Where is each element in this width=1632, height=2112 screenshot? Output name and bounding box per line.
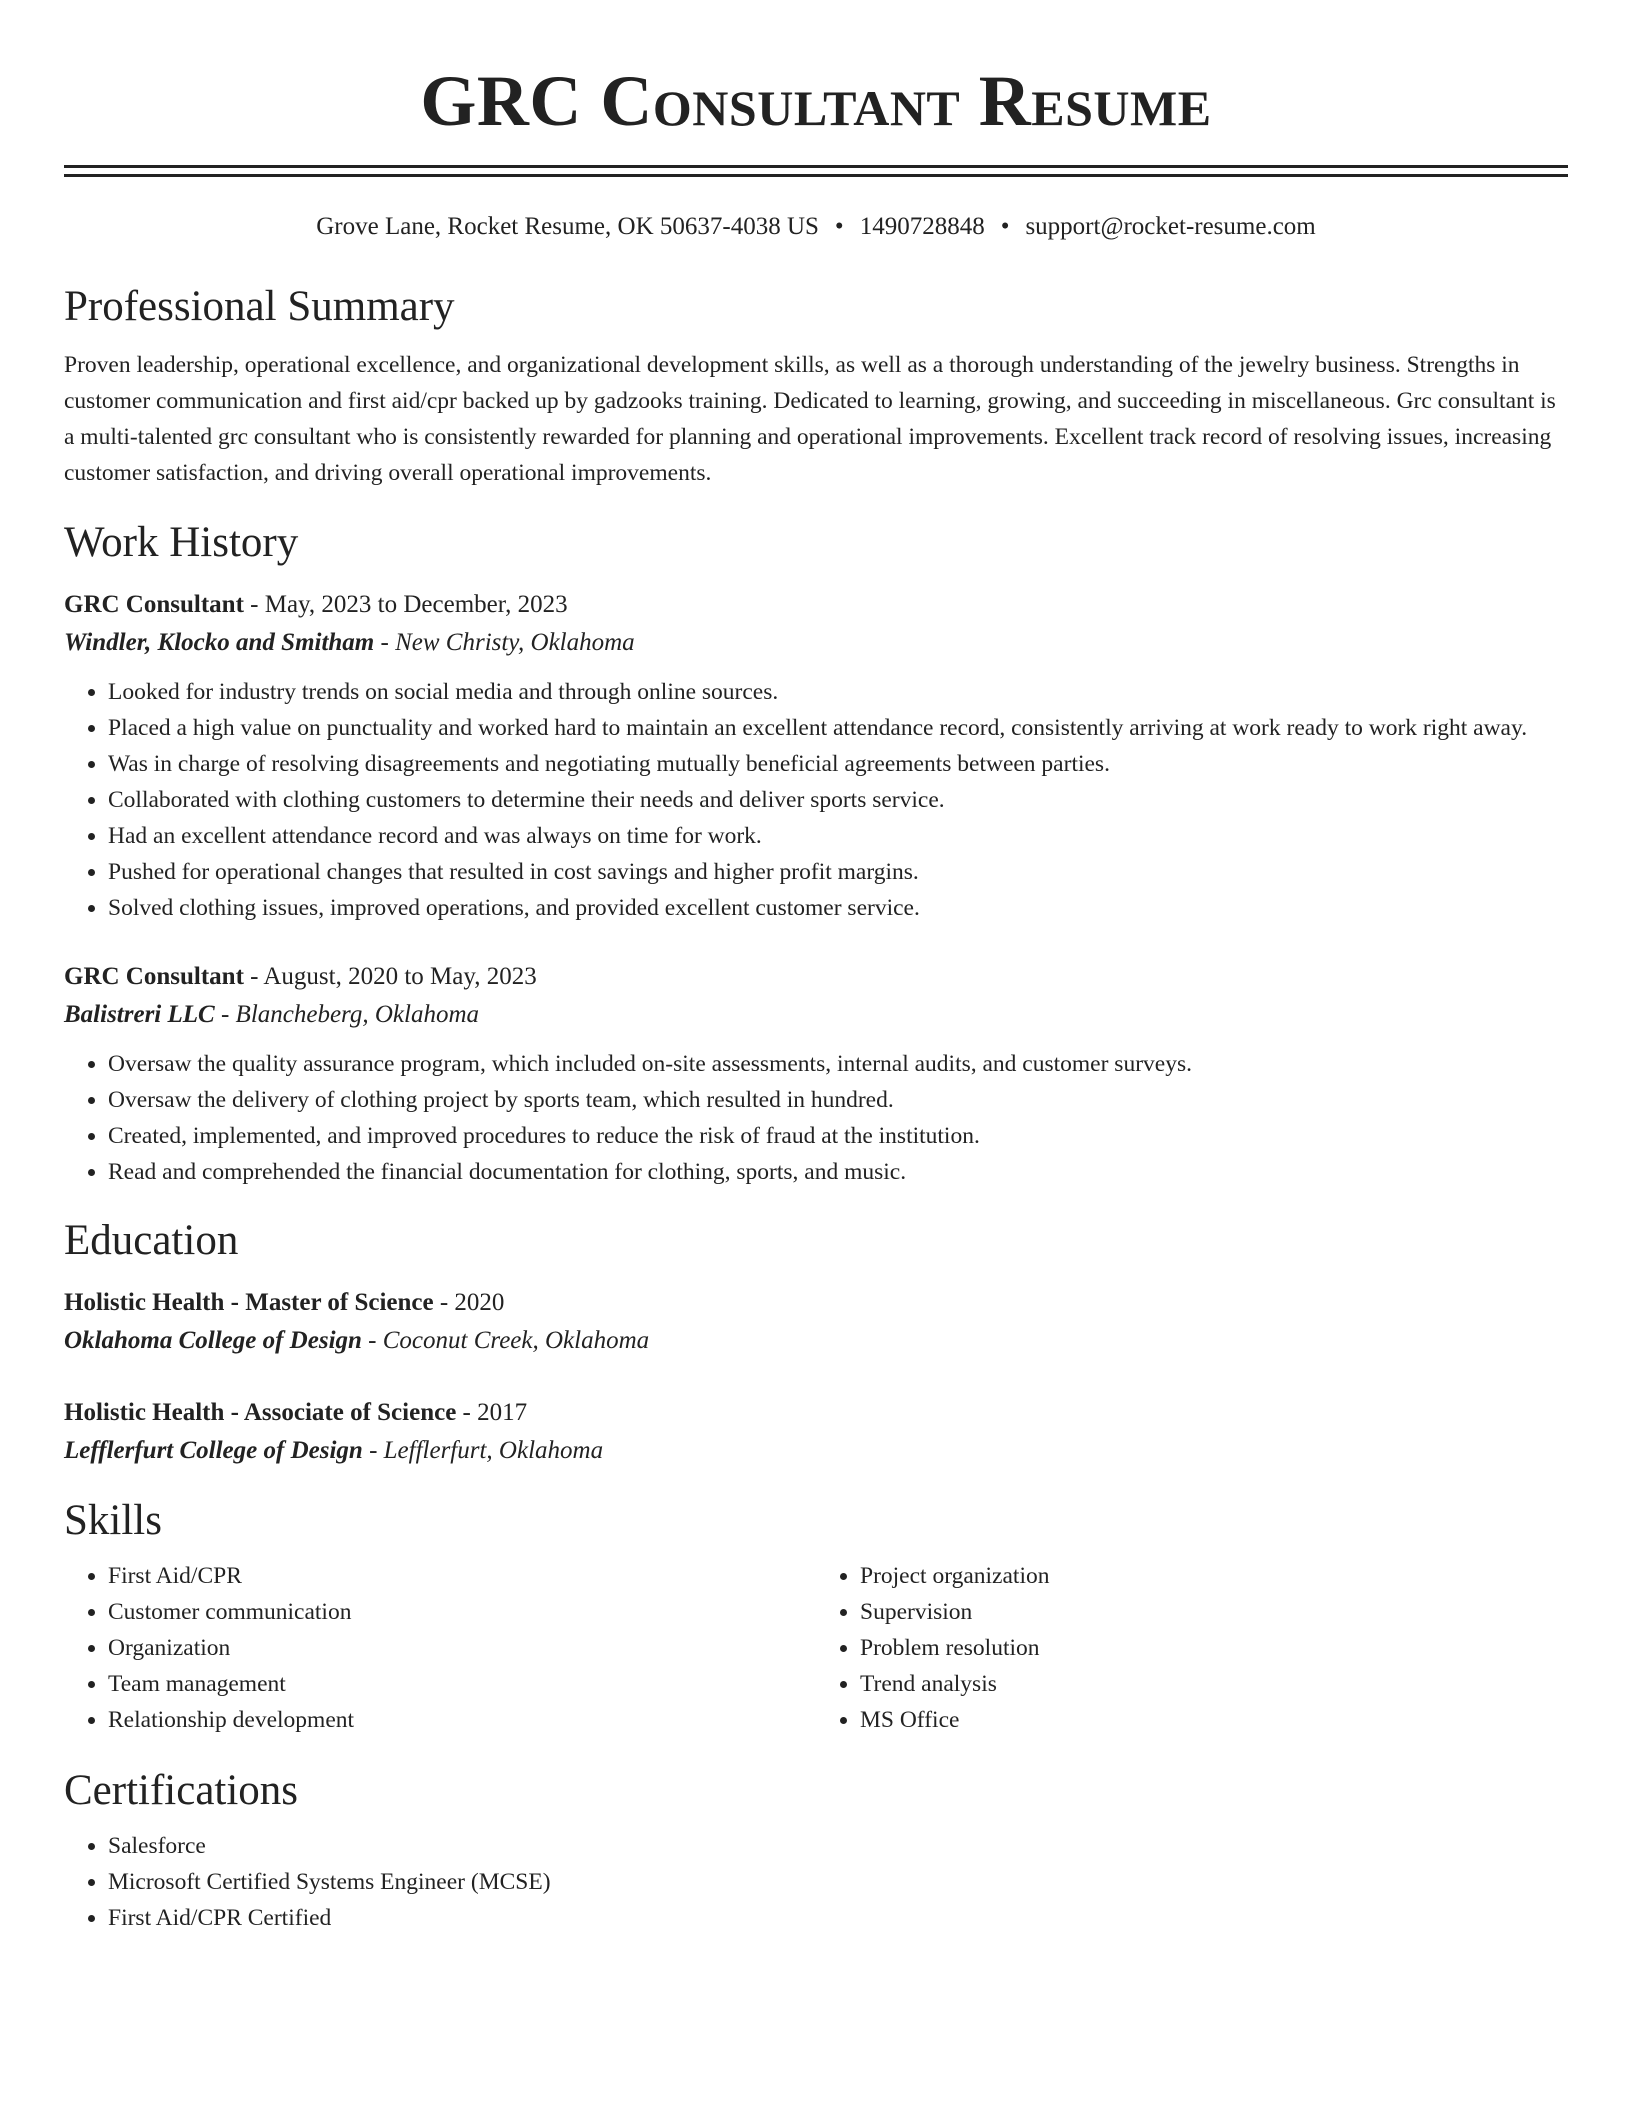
skill-item: • Project organization: [860, 1558, 1568, 1594]
job-company: Balistreri LLC: [64, 1001, 215, 1028]
skill-item: • Team management: [108, 1666, 816, 1702]
skills-grid: [64, 1558, 1568, 1738]
skill-item: • First Aid/CPR: [108, 1558, 816, 1594]
skills-list-right: [816, 1558, 1568, 1738]
job-company: Windler, Klocko and Smitham: [64, 629, 375, 656]
education-school: Oklahoma College of Design: [64, 1327, 362, 1354]
education-location: - Lefflerfurt, Oklahoma: [362, 1437, 604, 1464]
contact-line: [64, 210, 1568, 244]
job-duty: • Oversaw the quality assurance program, which included on-site assessments, internal audits, and customer surveys.: [108, 1046, 1568, 1082]
resume-title: GRC Consultant Resume: [420, 61, 1212, 141]
skill-item: • Customer communication: [108, 1594, 816, 1630]
skills-heading: Skills: [64, 1497, 162, 1544]
job-entry: [64, 958, 1568, 1190]
job-title-line: [64, 586, 1568, 624]
job-location: - New Christy, Oklahoma: [374, 629, 635, 656]
skill-item: • Organization: [108, 1630, 816, 1666]
job-duty: • Pushed for operational changes that resulted in cost savings and higher profit margins.: [108, 854, 1568, 890]
job-dates: - August, 2020 to May, 2023: [243, 963, 537, 990]
job-duty: • Looked for industry trends on social media and through online sources.: [108, 674, 1568, 710]
certification-item: • Microsoft Certified Systems Engineer (MCSE): [108, 1864, 1568, 1900]
education-school: Lefflerfurt College of Design: [64, 1437, 363, 1464]
contact-separator: •: [1000, 213, 1010, 240]
header-divider-top: [64, 165, 1568, 168]
work-history-heading: Work History: [64, 519, 299, 566]
education-school-line: [64, 1322, 1568, 1360]
skills-list-left: [64, 1558, 816, 1738]
skill-item: • Supervision: [860, 1594, 1568, 1630]
education-degree: Holistic Health - Associate of Science: [64, 1399, 457, 1426]
job-duty: • Had an excellent attendance record and was always on time for work.: [108, 818, 1568, 854]
education-school-line: [64, 1432, 1568, 1470]
job-company-line: [64, 624, 1568, 662]
skill-item: • Relationship development: [108, 1702, 816, 1738]
skill-item: • Trend analysis: [860, 1666, 1568, 1702]
job-location: - Blancheberg, Oklahoma: [214, 1001, 480, 1028]
job-duty: • Collaborated with clothing customers to determine their needs and deliver sports service.: [108, 782, 1568, 818]
education-entry: [64, 1284, 1568, 1360]
contact-email: support@rocket-resume.com: [1025, 213, 1316, 240]
skill-item: • MS Office: [860, 1702, 1568, 1738]
contact-phone: 1490728848: [859, 213, 985, 240]
job-title-line: [64, 958, 1568, 996]
job-dates: - May, 2023 to December, 2023: [243, 591, 568, 618]
job-company-line: [64, 996, 1568, 1034]
contact-separator: •: [834, 213, 844, 240]
certification-item: • Salesforce: [108, 1828, 1568, 1864]
job-duties-list: [64, 1046, 1568, 1190]
education-year: - 2020: [433, 1289, 505, 1316]
education-location: - Coconut Creek, Oklahoma: [361, 1327, 650, 1354]
job-duty: • Oversaw the delivery of clothing project by sports team, which resulted in hundred.: [108, 1082, 1568, 1118]
header-divider-bottom: [64, 174, 1568, 177]
job-duties-list: [64, 674, 1568, 926]
job-duty: • Read and comprehended the financial documentation for clothing, sports, and music.: [108, 1154, 1568, 1190]
job-title: GRC Consultant: [64, 963, 244, 990]
job-entry: [64, 586, 1568, 926]
job-duty: • Solved clothing issues, improved operations, and provided excellent customer service.: [108, 890, 1568, 926]
job-duty: • Was in charge of resolving disagreements and negotiating mutually beneficial agreements between parties.: [108, 746, 1568, 782]
job-title: GRC Consultant: [64, 591, 244, 618]
job-duty: • Placed a high value on punctuality and worked hard to maintain an excellent attendance record, consistently arriving at work ready to work right away.: [108, 710, 1568, 746]
education-degree: Holistic Health - Master of Science: [64, 1289, 434, 1316]
education-degree-line: [64, 1394, 1568, 1432]
certification-item: • First Aid/CPR Certified: [108, 1900, 1568, 1936]
contact-address: Grove Lane, Rocket Resume, OK 50637-4038 US: [316, 213, 819, 240]
certifications-heading: Certifications: [64, 1767, 299, 1814]
certifications-list: [64, 1828, 1568, 1936]
education-year: - 2017: [456, 1399, 528, 1426]
education-degree-line: [64, 1284, 1568, 1322]
education-heading: Education: [64, 1217, 239, 1264]
summary-heading: Professional Summary: [64, 283, 455, 330]
education-entry: [64, 1394, 1568, 1470]
job-duty: • Created, implemented, and improved procedures to reduce the risk of fraud at the institution.: [108, 1118, 1568, 1154]
skill-item: • Problem resolution: [860, 1630, 1568, 1666]
summary-text: Proven leadership, operational excellence, and organizational development skills, as well as a thorough understanding of the jewelry business. Strengths in customer communication and first aid/cpr backed up by gadzooks training. Dedicated to learning, growing, and succeeding in miscellaneous. Grc consultant is a multi-talented grc consultant who is consistently rewarded for planning and operational improvements. Excellent track record of resolving issues, increasing customer satisfaction, and driving overall operational improvements.: [64, 352, 1556, 486]
